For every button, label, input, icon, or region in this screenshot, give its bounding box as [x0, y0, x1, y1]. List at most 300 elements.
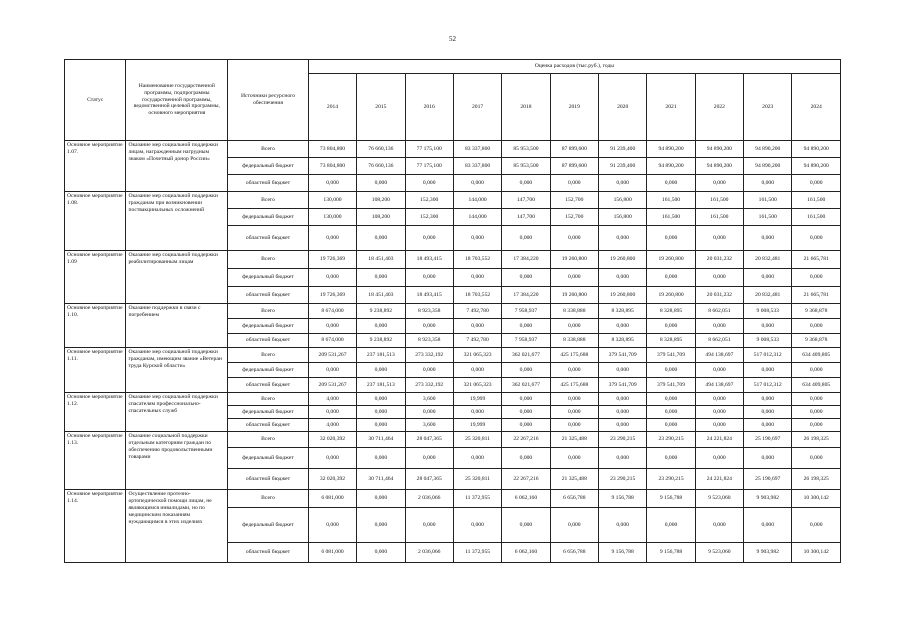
- header-status: Статус: [65, 60, 126, 141]
- value-cell: 94 890,200: [695, 158, 743, 175]
- value-cell: 8 328,895: [598, 334, 646, 348]
- value-cell: 7 492,780: [453, 334, 501, 348]
- header-year: 2022: [695, 74, 743, 141]
- value-cell: 18 703,552: [453, 251, 501, 269]
- value-cell: 20 832,481: [744, 251, 792, 269]
- value-cell: 147,700: [502, 209, 550, 226]
- value-cell: 23 290,215: [647, 432, 695, 448]
- value-cell: 0,000: [550, 419, 598, 432]
- value-cell: 0,000: [647, 226, 695, 251]
- value-cell: 0,000: [744, 508, 792, 543]
- value-cell: 0,000: [647, 175, 695, 192]
- value-cell: 6 062,160: [502, 543, 550, 563]
- value-cell: 2 036,066: [405, 490, 453, 508]
- value-cell: 0,000: [405, 508, 453, 543]
- value-cell: 4,000: [308, 419, 356, 432]
- value-cell: 21 665,781: [792, 251, 841, 269]
- value-cell: 9 156,788: [598, 543, 646, 563]
- value-cell: 18 451,403: [357, 251, 405, 269]
- header-year: 2017: [453, 74, 501, 141]
- value-cell: 94 890,200: [744, 141, 792, 158]
- value-cell: 8 662,051: [695, 334, 743, 348]
- value-cell: 0,000: [695, 508, 743, 543]
- value-cell: 4,000: [308, 393, 356, 406]
- value-cell: 22 267,216: [502, 432, 550, 448]
- value-cell: 24 221,824: [695, 469, 743, 490]
- value-cell: 0,000: [453, 269, 501, 287]
- value-cell: 21 325,488: [550, 469, 598, 490]
- value-cell: 25 320,811: [453, 469, 501, 490]
- value-cell: 130,000: [308, 209, 356, 226]
- value-cell: 7 958,937: [502, 304, 550, 319]
- value-cell: 19,999: [453, 419, 501, 432]
- value-cell: 0,000: [792, 448, 841, 469]
- value-cell: 83 337,800: [453, 158, 501, 175]
- row-source: Всего: [228, 490, 309, 508]
- value-cell: 19,999: [453, 393, 501, 406]
- value-cell: 76 660,136: [357, 141, 405, 158]
- value-cell: 494 138,697: [695, 378, 743, 393]
- header-year: 2023: [744, 74, 792, 141]
- value-cell: 0,000: [502, 226, 550, 251]
- row-name: Оказание социальной поддержки отдельным категориям граждан по обеспечению продовольственными товарами: [126, 432, 228, 490]
- value-cell: 0,000: [598, 269, 646, 287]
- value-cell: 0,000: [792, 393, 841, 406]
- value-cell: 6 081,000: [308, 490, 356, 508]
- value-cell: 8 328,895: [647, 304, 695, 319]
- value-cell: 0,000: [792, 269, 841, 287]
- value-cell: 144,000: [453, 192, 501, 209]
- value-cell: 8 338,888: [550, 334, 598, 348]
- value-cell: 0,000: [744, 393, 792, 406]
- value-cell: 425 175,688: [550, 378, 598, 393]
- header-year: 2015: [357, 74, 405, 141]
- value-cell: 209 531,267: [308, 378, 356, 393]
- value-cell: 0,000: [357, 319, 405, 334]
- value-cell: 0,000: [405, 406, 453, 419]
- header-year: 2014: [308, 74, 356, 141]
- row-source: Всего: [228, 348, 309, 363]
- value-cell: 9 903,982: [744, 543, 792, 563]
- value-cell: 9 238,892: [357, 304, 405, 319]
- value-cell: 0,000: [695, 175, 743, 192]
- value-cell: 0,000: [598, 508, 646, 543]
- value-cell: 0,000: [792, 363, 841, 378]
- row-source: федеральный бюджет: [228, 319, 309, 334]
- value-cell: 0,000: [647, 508, 695, 543]
- value-cell: 0,000: [550, 363, 598, 378]
- value-cell: 0,000: [598, 419, 646, 432]
- value-cell: 152,700: [550, 209, 598, 226]
- budget-table: [64, 59, 841, 563]
- value-cell: 3,600: [405, 419, 453, 432]
- value-cell: 9 368,878: [792, 334, 841, 348]
- value-cell: 161,500: [647, 209, 695, 226]
- value-cell: 0,000: [744, 419, 792, 432]
- value-cell: 91 239,400: [598, 141, 646, 158]
- value-cell: 0,000: [453, 448, 501, 469]
- value-cell: 517 012,312: [744, 348, 792, 363]
- value-cell: 9 238,892: [357, 334, 405, 348]
- value-cell: 0,000: [647, 363, 695, 378]
- value-cell: 8 923,358: [405, 334, 453, 348]
- value-cell: 2 036,066: [405, 543, 453, 563]
- value-cell: 156,800: [598, 209, 646, 226]
- value-cell: 9 008,533: [744, 304, 792, 319]
- value-cell: 94 890,200: [647, 141, 695, 158]
- value-cell: 0,000: [792, 319, 841, 334]
- value-cell: 11 372,955: [453, 490, 501, 508]
- value-cell: 85 953,500: [502, 158, 550, 175]
- value-cell: 0,000: [502, 393, 550, 406]
- row-name: Оказание мер социальной поддержки спасателям профессионально-спасательных служб: [126, 393, 228, 432]
- value-cell: 0,000: [695, 448, 743, 469]
- page-number: 52: [449, 35, 456, 43]
- value-cell: 0,000: [453, 363, 501, 378]
- value-cell: 362 021,677: [502, 348, 550, 363]
- value-cell: 0,000: [502, 319, 550, 334]
- value-cell: 0,000: [792, 508, 841, 543]
- value-cell: 161,500: [744, 192, 792, 209]
- value-cell: 85 953,500: [502, 141, 550, 158]
- value-cell: 0,000: [357, 543, 405, 563]
- row-status: Основное мероприятие 1.13.: [65, 432, 126, 490]
- value-cell: 0,000: [550, 406, 598, 419]
- value-cell: 18 451,403: [357, 287, 405, 304]
- value-cell: 8 662,051: [695, 304, 743, 319]
- value-cell: 0,000: [453, 406, 501, 419]
- value-cell: 6 656,788: [550, 543, 598, 563]
- value-cell: 94 890,200: [792, 141, 841, 158]
- value-cell: 10 300,142: [792, 543, 841, 563]
- value-cell: 0,000: [405, 175, 453, 192]
- header-year: 2019: [550, 74, 598, 141]
- row-source: Всего: [228, 393, 309, 406]
- value-cell: 0,000: [550, 175, 598, 192]
- value-cell: 30 711,464: [357, 469, 405, 490]
- value-cell: 25 320,811: [453, 432, 501, 448]
- row-source: Всего: [228, 432, 309, 448]
- value-cell: 11 372,955: [453, 543, 501, 563]
- value-cell: 28 047,365: [405, 469, 453, 490]
- value-cell: 73 804,800: [308, 158, 356, 175]
- value-cell: 0,000: [357, 175, 405, 192]
- value-cell: 0,000: [357, 226, 405, 251]
- value-cell: 425 175,688: [550, 348, 598, 363]
- value-cell: 10 300,142: [792, 490, 841, 508]
- value-cell: 94 890,200: [792, 158, 841, 175]
- value-cell: 0,000: [357, 419, 405, 432]
- header-year: 2020: [598, 74, 646, 141]
- value-cell: 8 923,358: [405, 304, 453, 319]
- value-cell: 22 267,216: [502, 469, 550, 490]
- value-cell: 0,000: [598, 406, 646, 419]
- header-row: [65, 60, 841, 74]
- value-cell: 17 384,220: [502, 287, 550, 304]
- value-cell: 23 290,215: [647, 469, 695, 490]
- row-source: Всего: [228, 304, 309, 319]
- value-cell: 0,000: [744, 175, 792, 192]
- table-row: [65, 192, 841, 209]
- value-cell: 321 065,323: [453, 378, 501, 393]
- value-cell: 6 656,788: [550, 490, 598, 508]
- value-cell: 161,500: [695, 192, 743, 209]
- value-cell: 0,000: [695, 226, 743, 251]
- value-cell: 83 337,800: [453, 141, 501, 158]
- value-cell: 18 493,415: [405, 251, 453, 269]
- header-year: 2021: [647, 74, 695, 141]
- row-source: федеральный бюджет: [228, 363, 309, 378]
- row-status: Основное мероприятие 1.12.: [65, 393, 126, 432]
- value-cell: 0,000: [308, 269, 356, 287]
- value-cell: 18 493,415: [405, 287, 453, 304]
- value-cell: 161,500: [647, 192, 695, 209]
- value-cell: 21 665,781: [792, 287, 841, 304]
- value-cell: 0,000: [550, 448, 598, 469]
- value-cell: 9 156,788: [647, 490, 695, 508]
- value-cell: 0,000: [502, 269, 550, 287]
- value-cell: 0,000: [598, 319, 646, 334]
- value-cell: 0,000: [357, 508, 405, 543]
- row-status: Основное мероприятие 1.10.: [65, 304, 126, 348]
- value-cell: 7 492,780: [453, 304, 501, 319]
- row-source: областной бюджет: [228, 334, 309, 348]
- value-cell: 8 338,888: [550, 304, 598, 319]
- value-cell: 0,000: [357, 269, 405, 287]
- value-cell: 8 674,000: [308, 304, 356, 319]
- value-cell: 6 062,160: [502, 490, 550, 508]
- value-cell: 0,000: [792, 226, 841, 251]
- table-row: [65, 393, 841, 406]
- value-cell: 152,300: [405, 209, 453, 226]
- value-cell: 0,000: [502, 406, 550, 419]
- row-source: федеральный бюджет: [228, 269, 309, 287]
- row-name: Оказание мер социальной поддержки реабилитированным лицам: [126, 251, 228, 304]
- value-cell: 9 008,533: [744, 334, 792, 348]
- value-cell: 9 523,060: [695, 543, 743, 563]
- value-cell: 19 260,800: [598, 251, 646, 269]
- value-cell: 0,000: [647, 448, 695, 469]
- value-cell: 0,000: [598, 226, 646, 251]
- header-name: Наименование государственной программы, подпрограммы государственной программы, ведомственной целевой программы, основного мероприятия: [126, 60, 228, 141]
- value-cell: 321 065,323: [453, 348, 501, 363]
- row-status: Основное мероприятие 1.09: [65, 251, 126, 304]
- value-cell: 3,600: [405, 393, 453, 406]
- value-cell: 94 890,200: [695, 141, 743, 158]
- value-cell: 19 260,800: [647, 287, 695, 304]
- row-name: Оказание поддержки в связи с погребением: [126, 304, 228, 348]
- row-status: Основное мероприятие 1.08.: [65, 192, 126, 251]
- value-cell: 25 190,697: [744, 432, 792, 448]
- value-cell: 156,800: [598, 192, 646, 209]
- value-cell: 76 660,136: [357, 158, 405, 175]
- row-source: Всего: [228, 141, 309, 158]
- value-cell: 0,000: [695, 363, 743, 378]
- table-row: [65, 304, 841, 319]
- value-cell: 0,000: [792, 175, 841, 192]
- value-cell: 0,000: [405, 319, 453, 334]
- value-cell: 19 726,369: [308, 251, 356, 269]
- row-source: федеральный бюджет: [228, 406, 309, 419]
- value-cell: 0,000: [647, 269, 695, 287]
- row-source: федеральный бюджет: [228, 209, 309, 226]
- value-cell: 0,000: [598, 363, 646, 378]
- value-cell: 0,000: [308, 508, 356, 543]
- value-cell: 144,000: [453, 209, 501, 226]
- row-source: областной бюджет: [228, 287, 309, 304]
- value-cell: 25 190,697: [744, 469, 792, 490]
- row-source: федеральный бюджет: [228, 158, 309, 175]
- table-row: [65, 141, 841, 158]
- value-cell: 161,500: [792, 192, 841, 209]
- value-cell: 237 181,513: [357, 348, 405, 363]
- value-cell: 108,200: [357, 209, 405, 226]
- value-cell: 634 409,805: [792, 348, 841, 363]
- row-status: Основное мероприятие 1.11.: [65, 348, 126, 393]
- value-cell: 0,000: [647, 319, 695, 334]
- value-cell: 73 804,800: [308, 141, 356, 158]
- value-cell: 19 260,800: [550, 251, 598, 269]
- table-row: [65, 490, 841, 508]
- row-source: областной бюджет: [228, 419, 309, 432]
- value-cell: 23 290,215: [598, 432, 646, 448]
- value-cell: 87 899,600: [550, 141, 598, 158]
- value-cell: 237 181,513: [357, 378, 405, 393]
- value-cell: 20 832,481: [744, 287, 792, 304]
- value-cell: 161,500: [792, 209, 841, 226]
- value-cell: 0,000: [744, 406, 792, 419]
- value-cell: 0,000: [357, 490, 405, 508]
- value-cell: 0,000: [308, 319, 356, 334]
- header-year: 2018: [502, 74, 550, 141]
- value-cell: 0,000: [453, 508, 501, 543]
- value-cell: 0,000: [550, 508, 598, 543]
- value-cell: 0,000: [744, 226, 792, 251]
- row-name: Оказание мер социальной поддержки лицам, награжденным нагрудным знаком «Почетный донор России»: [126, 141, 228, 192]
- value-cell: 362 021,677: [502, 378, 550, 393]
- value-cell: 23 290,215: [598, 469, 646, 490]
- value-cell: 8 328,895: [598, 304, 646, 319]
- value-cell: 24 221,824: [695, 432, 743, 448]
- value-cell: 77 175,100: [405, 141, 453, 158]
- value-cell: 19 260,800: [647, 251, 695, 269]
- value-cell: 147,700: [502, 192, 550, 209]
- value-cell: 0,000: [502, 363, 550, 378]
- value-cell: 161,500: [695, 209, 743, 226]
- row-source: областной бюджет: [228, 469, 309, 490]
- value-cell: 0,000: [695, 406, 743, 419]
- value-cell: 161,500: [744, 209, 792, 226]
- value-cell: 21 325,488: [550, 432, 598, 448]
- header-year: 2016: [405, 74, 453, 141]
- value-cell: 0,000: [453, 226, 501, 251]
- value-cell: 0,000: [502, 448, 550, 469]
- row-source: Всего: [228, 251, 309, 269]
- header-year: 2024: [792, 74, 841, 141]
- value-cell: 18 703,552: [453, 287, 501, 304]
- value-cell: 0,000: [453, 175, 501, 192]
- row-status: Основное мероприятие 1.14.: [65, 490, 126, 563]
- value-cell: 28 047,365: [405, 432, 453, 448]
- row-source: федеральный бюджет: [228, 508, 309, 543]
- value-cell: 9 156,788: [647, 543, 695, 563]
- value-cell: 0,000: [647, 393, 695, 406]
- value-cell: 32 020,392: [308, 469, 356, 490]
- value-cell: 0,000: [744, 269, 792, 287]
- value-cell: 0,000: [550, 269, 598, 287]
- row-source: областной бюджет: [228, 226, 309, 251]
- value-cell: 494 138,697: [695, 348, 743, 363]
- header-estimate: Оценка расходов (тыс.руб.), годы: [308, 60, 840, 74]
- value-cell: 209 531,267: [308, 348, 356, 363]
- value-cell: 8 328,895: [647, 334, 695, 348]
- value-cell: 0,000: [792, 406, 841, 419]
- value-cell: 0,000: [308, 406, 356, 419]
- value-cell: 0,000: [308, 448, 356, 469]
- value-cell: 9 523,060: [695, 490, 743, 508]
- value-cell: 273 332,192: [405, 348, 453, 363]
- value-cell: 9 368,878: [792, 304, 841, 319]
- value-cell: 26 198,325: [792, 432, 841, 448]
- value-cell: 0,000: [502, 508, 550, 543]
- row-source: федеральный бюджет: [228, 448, 309, 469]
- value-cell: 0,000: [598, 175, 646, 192]
- value-cell: 0,000: [550, 393, 598, 406]
- value-cell: 0,000: [792, 419, 841, 432]
- table-row: [65, 432, 841, 448]
- value-cell: 0,000: [695, 269, 743, 287]
- value-cell: 30 711,464: [357, 432, 405, 448]
- value-cell: 17 384,220: [502, 251, 550, 269]
- value-cell: 379 541,709: [647, 348, 695, 363]
- value-cell: 379 541,709: [647, 378, 695, 393]
- value-cell: 0,000: [502, 175, 550, 192]
- value-cell: 0,000: [647, 419, 695, 432]
- value-cell: 0,000: [357, 448, 405, 469]
- value-cell: 152,300: [405, 192, 453, 209]
- value-cell: 19 726,369: [308, 287, 356, 304]
- value-cell: 19 260,800: [598, 287, 646, 304]
- value-cell: 0,000: [357, 363, 405, 378]
- value-cell: 0,000: [308, 226, 356, 251]
- row-source: областной бюджет: [228, 378, 309, 393]
- value-cell: 0,000: [695, 393, 743, 406]
- value-cell: 634 409,805: [792, 378, 841, 393]
- value-cell: 273 332,192: [405, 378, 453, 393]
- value-cell: 91 239,400: [598, 158, 646, 175]
- value-cell: 0,000: [550, 319, 598, 334]
- value-cell: 20 031,232: [695, 251, 743, 269]
- value-cell: 87 899,600: [550, 158, 598, 175]
- value-cell: 379 541,709: [598, 348, 646, 363]
- value-cell: 0,000: [357, 406, 405, 419]
- value-cell: 0,000: [308, 363, 356, 378]
- value-cell: 0,000: [598, 393, 646, 406]
- table-row: [65, 348, 841, 363]
- row-source: областной бюджет: [228, 175, 309, 192]
- value-cell: 19 260,800: [550, 287, 598, 304]
- value-cell: 8 674,000: [308, 334, 356, 348]
- value-cell: 0,000: [744, 448, 792, 469]
- value-cell: 9 156,788: [598, 490, 646, 508]
- value-cell: 108,200: [357, 192, 405, 209]
- value-cell: 0,000: [405, 363, 453, 378]
- value-cell: 0,000: [405, 269, 453, 287]
- value-cell: 0,000: [695, 419, 743, 432]
- value-cell: 77 175,100: [405, 158, 453, 175]
- value-cell: 0,000: [405, 448, 453, 469]
- value-cell: 6 081,000: [308, 543, 356, 563]
